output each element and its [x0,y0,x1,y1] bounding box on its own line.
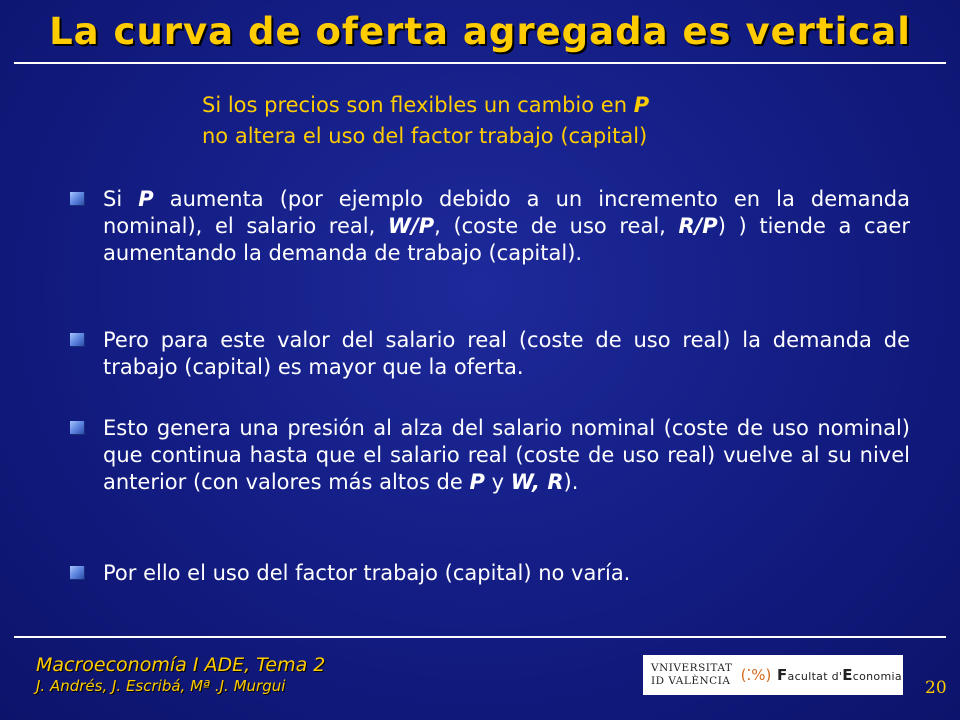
bullet-text-run: Por ello el uso del factor trabajo (capital) no varía. [103,561,631,585]
university-name [643,662,739,688]
faculty-mid: acultat d' [787,670,843,683]
subtitle-line1: Si los precios son flexibles un cambio en [202,93,634,117]
bullet-item [70,327,910,381]
bullet-text [103,186,910,267]
bullet-text-run: Pero para este valor del salario real (coste de uso real) la demanda de trabajo (capital) es mayor que la oferta. [103,328,910,379]
bullet-text [103,327,910,381]
bullet-text-run: y [484,470,511,494]
bullet-item [70,415,910,496]
course-name: Macroeconomía I ADE, Tema 2 [36,654,326,676]
bullet-text-run: Si [103,187,139,211]
bullet-item [70,560,910,587]
faculty-name [773,666,902,684]
bullet-text-run: Esto genera una presión al alza del salario nominal (coste de uso nominal) que continua hasta que el salario real (coste de uso real) vuelve al su nivel anterior (con valores más altos de [103,416,910,494]
bullet-text [103,560,910,587]
slide-title: La curva de oferta agregada es vertical [49,10,911,53]
emphasized-symbol: W/P [387,214,435,238]
university-line2: ID VALÈNCIA [651,675,731,687]
emphasized-symbol: R/P [678,214,718,238]
bullet-text-run: ) ) tiende a caer aumentando la demanda de trabajo (capital). [103,214,910,265]
authors: J. Andrés, J. Escribá, Mª .J. Murgui [36,677,286,695]
faculty-initial: F [777,666,788,684]
footer-divider [14,636,946,638]
emphasized-symbol: W, R [510,470,564,494]
faculty-logo-icon: (⁚%) [740,666,772,684]
faculty-e: E [842,666,853,684]
footer-credits [36,654,325,696]
bullet-text-run: aumenta (por ejemplo debido a un incremento en la demanda nominal), el salario real, [103,187,911,238]
bullet-text-run: ). [563,470,579,494]
bullet-marker-icon [70,421,85,435]
page-number: 20 [925,678,947,698]
emphasized-symbol: P [469,470,485,494]
bullet-text [103,415,910,496]
title-divider [14,62,946,64]
bullet-marker-icon [70,566,85,580]
faculty-end: conomia [852,670,902,683]
university-logo [643,655,903,695]
university-line1: VNIVERSITAT [651,662,733,674]
slide-subtitle [202,90,902,152]
bullet-text-run: , (coste de uso real, [434,214,679,238]
bullet-marker-icon [70,333,85,347]
subtitle-line2: no altera el uso del factor trabajo (capital) [202,124,648,148]
bullet-marker-icon [70,192,85,206]
emphasized-symbol: P [138,187,154,211]
subtitle-symbol-p: P [633,93,650,117]
bullet-item [70,186,910,267]
